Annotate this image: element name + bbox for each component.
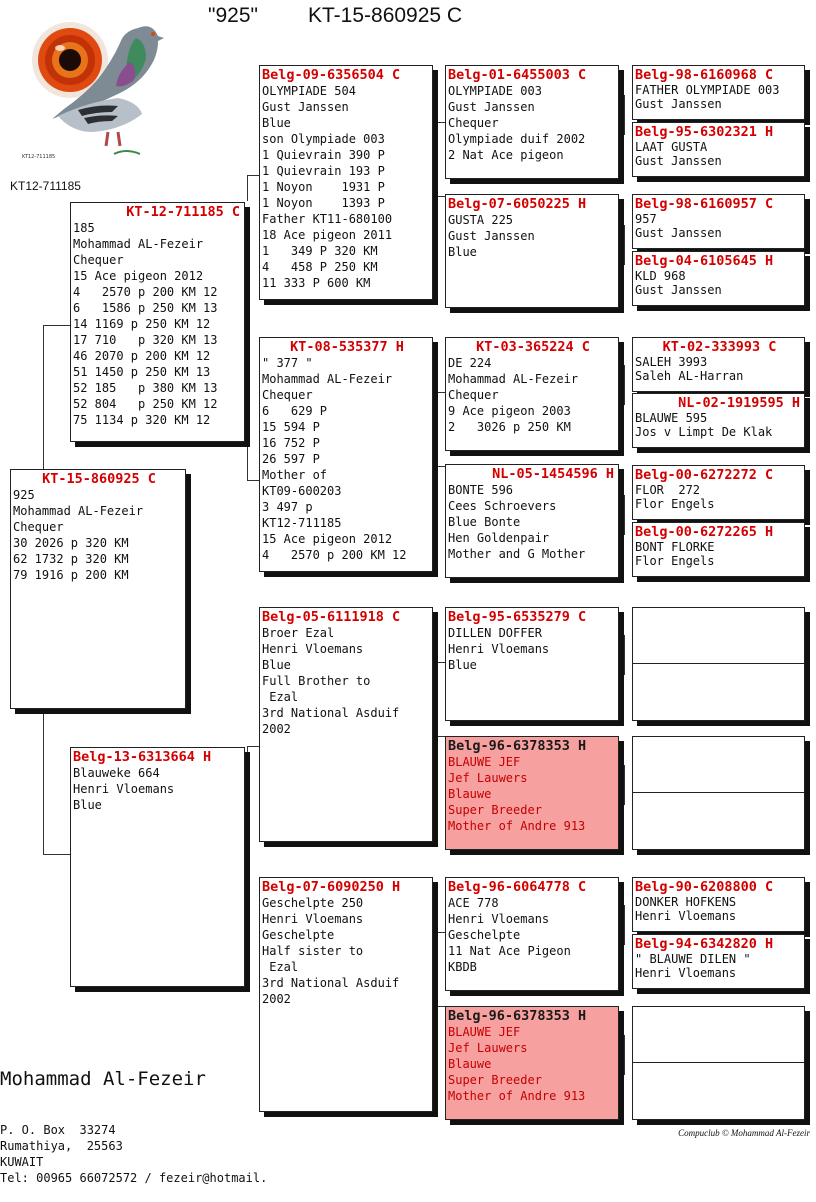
detail-line: BONT FLORKE xyxy=(635,540,715,554)
pigeon-card-dds[interactable] xyxy=(445,877,619,991)
ring-number: Belg-96-6378353 H xyxy=(448,738,587,754)
detail-line: 957 xyxy=(635,212,657,226)
pigeon-details xyxy=(262,355,432,563)
owner-block xyxy=(0,1036,267,1202)
detail-line: 18 Ace pigeon 2011 xyxy=(262,228,393,242)
detail-line: Henri Vloemans xyxy=(262,642,364,656)
detail-line: P. O. Box 33274 xyxy=(0,1123,116,1137)
pigeon-card-gen4[interactable] xyxy=(632,122,805,177)
detail-line: Mother of Andre 913 xyxy=(448,1089,586,1103)
detail-line: Chequer xyxy=(13,520,64,534)
detail-line: 4 2570 p 200 KM 12 xyxy=(73,285,218,299)
connector xyxy=(247,746,248,770)
pigeon-card-dam-dam[interactable] xyxy=(259,877,433,1112)
detail-line: GUSTA 225 xyxy=(448,213,514,227)
detail-line: 2002 xyxy=(262,992,291,1006)
detail-line: 9 Ace pigeon 2003 xyxy=(448,404,571,418)
detail-line: 26 597 P xyxy=(262,452,320,466)
detail-line: 1 Noyon 1393 P xyxy=(262,196,385,210)
pigeon-card-gen4[interactable] xyxy=(632,251,805,306)
detail-line: Full Brother to xyxy=(262,674,371,688)
ring-number: Belg-13-6313664 H xyxy=(73,749,212,765)
pigeon-card-gen4[interactable] xyxy=(632,194,805,249)
detail-line: Blue Bonte xyxy=(448,515,521,529)
ring-number: Belg-07-6050225 H xyxy=(448,196,587,212)
credit-text: Compuclub © Mohammad Al-Fezeir xyxy=(678,1128,810,1138)
pigeon-card-empty[interactable] xyxy=(632,607,805,721)
ring-number: Belg-96-6064778 C xyxy=(448,879,587,895)
ring-number: KT-03-365224 C xyxy=(476,339,590,355)
detail-line: Tel: 00965 66072572 / fezeir@hotmail. xyxy=(0,1171,268,1185)
detail-line: FLOR 272 xyxy=(635,483,701,497)
detail-line: Mother and G Mother xyxy=(448,547,586,561)
detail-line: Mohammad AL-Fezeir xyxy=(262,372,393,386)
detail-line: 2 3026 p 250 KM xyxy=(448,420,571,434)
pigeon-details xyxy=(635,355,804,383)
detail-line: 3rd National Asduif xyxy=(262,976,400,990)
pigeon-ring-title: KT-15-860925 C xyxy=(308,4,463,27)
detail-line: DE 224 xyxy=(448,356,492,370)
detail-line: Father KT11-680100 xyxy=(262,212,393,226)
detail-line: KT12-711185 xyxy=(262,516,342,530)
detail-line: 11 Nat Ace Pigeon xyxy=(448,944,571,958)
ring-number: Belg-04-6105645 H xyxy=(635,253,774,269)
pigeon-card-ssd[interactable] xyxy=(445,194,619,308)
pigeon-card-gen4[interactable] xyxy=(632,522,805,577)
detail-line: 52 804 p 250 KM 12 xyxy=(73,397,218,411)
connector xyxy=(436,122,437,196)
connector xyxy=(436,662,445,663)
connector xyxy=(624,365,625,405)
detail-line: Blue xyxy=(448,658,477,672)
detail-line: Ezal xyxy=(262,960,299,974)
pigeon-details xyxy=(635,483,804,511)
ring-number: Belg-05-6111918 C xyxy=(262,609,401,625)
detail-line: BLAUWE JEF xyxy=(448,755,521,769)
detail-line: Chequer xyxy=(448,116,499,130)
ring-number: KT-02-333993 C xyxy=(662,339,777,355)
ring-number: Belg-95-6535279 C xyxy=(448,609,587,625)
detail-line: LAAT GUSTA xyxy=(635,140,708,154)
pigeon-card-sds[interactable] xyxy=(445,337,619,451)
pigeon-details xyxy=(635,411,804,439)
connector xyxy=(436,736,445,737)
detail-line: Chequer xyxy=(262,388,313,402)
ring-number: NL-02-1919595 H xyxy=(678,395,800,411)
pigeon-details xyxy=(635,212,804,240)
pigeon-details xyxy=(448,895,618,975)
detail-line: Blue xyxy=(262,116,291,130)
detail-line: son Olympiade 003 xyxy=(262,132,385,146)
connector xyxy=(624,95,625,135)
connector xyxy=(247,175,248,201)
detail-line: Mother of xyxy=(262,468,328,482)
detail-line: " BLAUWE DILEN " xyxy=(635,952,751,966)
pigeon-details xyxy=(73,765,244,813)
ring-number: Belg-00-6272265 H xyxy=(635,524,774,540)
connector xyxy=(436,466,445,467)
pigeon-details xyxy=(262,625,432,737)
detail-line: Chequer xyxy=(448,388,499,402)
detail-line: Gust Janssen xyxy=(635,283,722,297)
detail-line: Henri Vloemans xyxy=(635,966,737,980)
detail-line: Henri Vloemans xyxy=(635,909,737,923)
pigeon-card-ddd[interactable] xyxy=(445,1006,619,1120)
detail-line: Olympiade duif 2002 xyxy=(448,132,586,146)
pigeon-details xyxy=(635,952,804,980)
detail-line: Jef Lauwers xyxy=(448,771,528,785)
ring-number: Belg-98-6160957 C xyxy=(635,196,774,212)
ring-number: Belg-94-6342820 H xyxy=(635,936,774,952)
ring-number: Belg-95-6302321 H xyxy=(635,124,774,140)
detail-line: Mohammad AL-Fezeir xyxy=(73,237,204,251)
detail-line: 17 710 p 320 KM 13 xyxy=(73,333,218,347)
pigeon-card-empty[interactable] xyxy=(632,1006,805,1120)
pigeon-details xyxy=(448,83,618,163)
pigeon-details xyxy=(635,140,804,168)
detail-line: Super Breeder xyxy=(448,803,542,817)
connector xyxy=(436,392,445,393)
detail-line: Gust Janssen xyxy=(635,226,722,240)
pigeon-details xyxy=(448,625,618,673)
connector xyxy=(247,480,259,481)
pigeon-details xyxy=(448,1024,618,1104)
detail-line: 1 Quievrain 390 P xyxy=(262,148,385,162)
detail-line: KUWAIT xyxy=(0,1155,44,1169)
detail-line: BLAUWE 595 xyxy=(635,411,708,425)
divider xyxy=(633,1062,804,1063)
detail-line: Blue xyxy=(448,245,477,259)
detail-line: Mother of Andre 913 xyxy=(448,819,586,833)
detail-line: 52 185 p 380 KM 13 xyxy=(73,381,218,395)
detail-line: 30 2026 p 320 KM xyxy=(13,536,129,550)
owner-name: Mohammad Al-Fezeir xyxy=(0,1068,206,1090)
pigeon-details xyxy=(448,482,618,562)
pigeon-details xyxy=(635,83,804,111)
pigeon-card-dss[interactable] xyxy=(445,607,619,721)
detail-line: Gust Janssen xyxy=(448,229,535,243)
connector xyxy=(247,746,259,747)
connector xyxy=(624,225,625,265)
detail-line: 2002 xyxy=(262,722,291,736)
detail-line: Henri Vloemans xyxy=(448,642,550,656)
detail-line: Henri Vloemans xyxy=(262,912,364,926)
pigeon-card-gen4[interactable] xyxy=(632,465,805,520)
connector xyxy=(43,325,70,326)
detail-line: Blauwe xyxy=(448,1057,492,1071)
ring-number: NL-05-1454596 H xyxy=(492,466,614,482)
connector xyxy=(436,932,445,933)
divider xyxy=(633,663,804,664)
ring-number: Belg-90-6208800 C xyxy=(635,879,774,895)
pigeon-details xyxy=(73,220,244,428)
pigeon-details xyxy=(13,487,185,583)
connector xyxy=(43,325,44,471)
connector xyxy=(247,175,259,176)
detail-line: 1 Noyon 1931 P xyxy=(262,180,385,194)
owner-address xyxy=(0,1122,267,1186)
detail-line: 15 Ace pigeon 2012 xyxy=(262,532,393,546)
detail-line: Gust Janssen xyxy=(635,154,722,168)
pigeon-details xyxy=(635,540,804,568)
detail-line: Mohammad AL-Fezeir xyxy=(13,504,144,518)
detail-line: 4 2570 p 200 KM 12 xyxy=(262,548,407,562)
pigeon-card-dsd[interactable] xyxy=(445,736,619,850)
pigeon-card-gen4[interactable] xyxy=(632,337,805,392)
connector xyxy=(43,712,44,854)
detail-line: Flor Engels xyxy=(635,497,715,511)
detail-line: Blue xyxy=(262,658,291,672)
detail-line: Saleh AL-Harran xyxy=(635,369,744,383)
detail-line: Ezal xyxy=(262,690,299,704)
ring-number: KT-15-860925 C xyxy=(42,471,156,487)
detail-line: Mohammad AL-Fezeir xyxy=(448,372,579,386)
detail-line: Henri Vloemans xyxy=(448,912,550,926)
detail-line: BONTE 596 xyxy=(448,483,514,497)
detail-line: Geschelpte xyxy=(448,928,521,942)
detail-line: Blue xyxy=(73,798,102,812)
ring-number: KT-08-535377 H xyxy=(290,339,404,355)
detail-line: 16 752 P xyxy=(262,436,320,450)
pigeon-card-sdd[interactable] xyxy=(445,464,619,578)
connector xyxy=(624,765,625,805)
ring-number: KT-12-711185 C xyxy=(126,204,240,220)
pigeon-card-dam[interactable] xyxy=(70,747,245,987)
detail-line: SALEH 3993 xyxy=(635,355,708,369)
detail-line: Gust Janssen xyxy=(448,100,535,114)
connector xyxy=(43,854,70,855)
pigeon-details xyxy=(448,212,618,260)
photo-ring-label: KT12-711185 xyxy=(22,154,56,160)
ring-number: Belg-98-6160968 C xyxy=(635,67,774,83)
detail-line: Geschelpte xyxy=(262,928,335,942)
ring-number: Belg-07-6090250 H xyxy=(262,879,401,895)
connector xyxy=(436,392,437,466)
connector xyxy=(624,635,625,675)
connector xyxy=(436,662,437,736)
connector xyxy=(624,495,625,535)
pigeon-card-sire-dam[interactable] xyxy=(259,337,433,572)
detail-line: ACE 778 xyxy=(448,896,499,910)
detail-line: Hen Goldenpair xyxy=(448,531,550,545)
pigeon-card-gen4[interactable] xyxy=(632,934,805,989)
connector xyxy=(436,932,437,1006)
detail-line: 15 594 P xyxy=(262,420,320,434)
detail-line: 925 xyxy=(13,488,35,502)
detail-line: Blauweke 664 xyxy=(73,766,160,780)
pigeon-details xyxy=(635,269,804,297)
detail-line: Super Breeder xyxy=(448,1073,542,1087)
connector xyxy=(436,122,445,123)
pigeon-card-sire-sire[interactable] xyxy=(259,65,433,300)
pigeon-card-gen4[interactable] xyxy=(632,393,805,448)
detail-line: 4 458 P 250 KM xyxy=(262,260,378,274)
detail-line: 6 1586 p 250 KM 13 xyxy=(73,301,218,315)
pigeon-name-title: "925" xyxy=(208,4,258,27)
detail-line: " 377 " xyxy=(262,356,313,370)
detail-line: 15 Ace pigeon 2012 xyxy=(73,269,204,283)
pigeon-details xyxy=(635,895,804,923)
pigeon-photo xyxy=(18,14,173,166)
detail-line: KT09-600203 xyxy=(262,484,342,498)
detail-line: DILLEN DOFFER xyxy=(448,626,542,640)
photo-ring-caption: KT12-711185 xyxy=(10,179,81,193)
detail-line: 46 2070 p 200 KM 12 xyxy=(73,349,211,363)
detail-line: 79 1916 p 200 KM xyxy=(13,568,129,582)
connector xyxy=(624,1035,625,1075)
detail-line: Henri Vloemans xyxy=(73,782,175,796)
detail-line: Flor Engels xyxy=(635,554,715,568)
pigeon-card-sire[interactable] xyxy=(70,202,245,442)
detail-line: Rumathiya, 25563 xyxy=(0,1139,123,1153)
detail-line: Broer Ezal xyxy=(262,626,335,640)
pigeon-card-gen4[interactable] xyxy=(632,877,805,932)
connector xyxy=(436,1006,445,1007)
detail-line: KLD 968 xyxy=(635,269,686,283)
ring-number: Belg-01-6455003 C xyxy=(448,67,587,83)
detail-line: 11 333 P 600 KM xyxy=(262,276,371,290)
ring-number: Belg-96-6378353 H xyxy=(448,1008,587,1024)
pigeon-card-subject[interactable] xyxy=(10,469,186,709)
ring-number: Belg-00-6272272 C xyxy=(635,467,774,483)
detail-line: Blauwe xyxy=(448,787,492,801)
detail-line: 6 629 P xyxy=(262,404,328,418)
pigeon-details xyxy=(448,355,618,435)
detail-line: BLAUWE JEF xyxy=(448,1025,521,1039)
detail-line: Gust Janssen xyxy=(635,97,722,111)
detail-line: 75 1134 p 320 KM 12 xyxy=(73,413,211,427)
detail-line: Jef Lauwers xyxy=(448,1041,528,1055)
pigeon-details xyxy=(262,83,432,291)
detail-line: FATHER OLYMPIADE 003 xyxy=(635,83,780,97)
pigeon-card-empty[interactable] xyxy=(632,736,805,850)
detail-line: 51 1450 p 250 KM 13 xyxy=(73,365,211,379)
detail-line: 2 Nat Ace pigeon xyxy=(448,148,564,162)
connector xyxy=(247,440,248,480)
detail-line: OLYMPIADE 003 xyxy=(448,84,542,98)
pigeon-card-sss[interactable] xyxy=(445,65,619,179)
detail-line: Cees Schroevers xyxy=(448,499,557,513)
pigeon-details xyxy=(448,754,618,834)
detail-line: 3 497 p xyxy=(262,500,313,514)
detail-line: Half sister to xyxy=(262,944,364,958)
detail-line: 1 Quievrain 193 P xyxy=(262,164,385,178)
detail-line: 62 1732 p 320 KM xyxy=(13,552,129,566)
detail-line: Chequer xyxy=(73,253,124,267)
detail-line: 3rd National Asduif xyxy=(262,706,400,720)
divider xyxy=(633,792,804,793)
detail-line: DONKER HOFKENS xyxy=(635,895,737,909)
pigeon-card-gen4[interactable] xyxy=(632,65,805,120)
detail-line: KBDB xyxy=(448,960,477,974)
connector xyxy=(436,196,445,197)
detail-line: Geschelpte 250 xyxy=(262,896,364,910)
detail-line: OLYMPIADE 504 xyxy=(262,84,356,98)
detail-line: Gust Janssen xyxy=(262,100,349,114)
detail-line: Jos v Limpt De Klak xyxy=(635,425,773,439)
connector xyxy=(247,902,248,932)
pigeon-details xyxy=(262,895,432,1007)
detail-line: 185 xyxy=(73,221,95,235)
pigeon-card-dam-sire[interactable] xyxy=(259,607,433,842)
ring-number: Belg-09-6356504 C xyxy=(262,67,401,83)
connector xyxy=(624,905,625,945)
detail-line: 14 1169 p 250 KM 12 xyxy=(73,317,211,331)
detail-line: 1 349 P 320 KM xyxy=(262,244,378,258)
